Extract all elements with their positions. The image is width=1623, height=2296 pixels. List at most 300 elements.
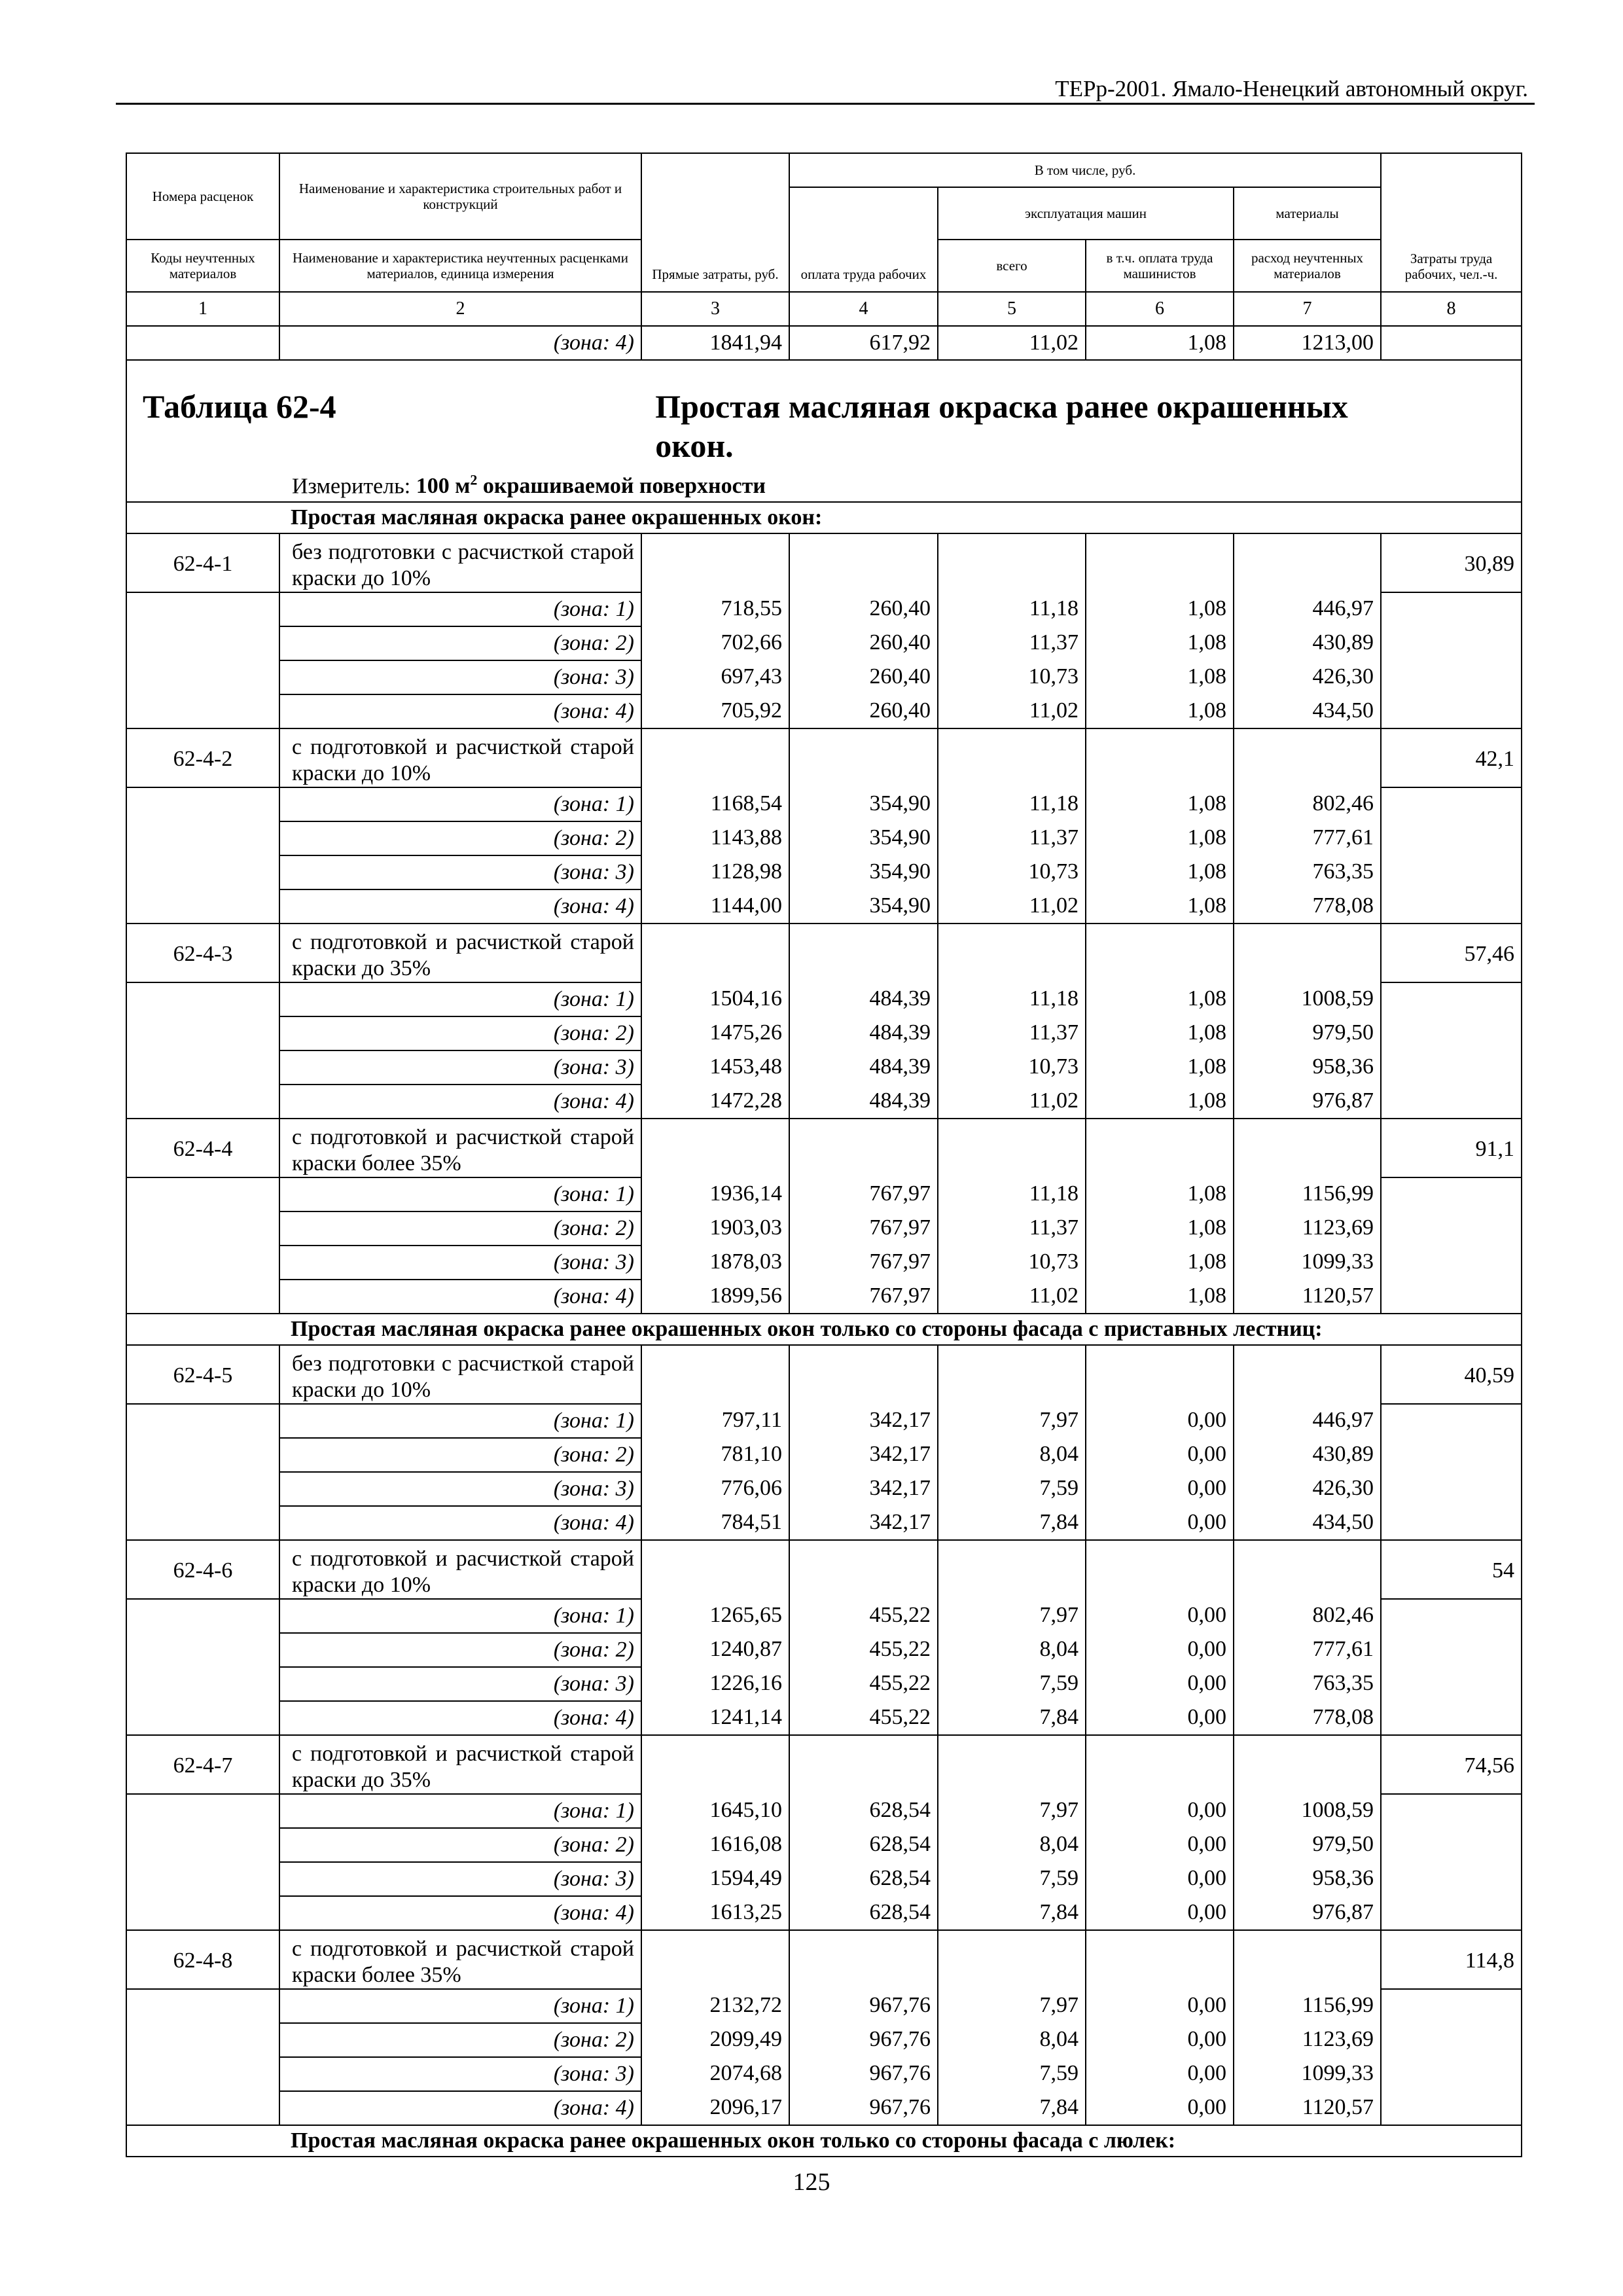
direct-cost-value: 2099,49	[641, 2023, 789, 2057]
empty-cell	[938, 728, 1086, 787]
zone-label: (зона: 3)	[279, 1667, 641, 1701]
labor-cost-value: 114,8	[1381, 1930, 1522, 1989]
operator-pay-value: 0,00	[1086, 1404, 1234, 1438]
empty-cell	[641, 1930, 789, 1989]
zone-label: (зона: 3)	[279, 1862, 641, 1896]
empty-cell	[1381, 1599, 1522, 1633]
zone-label: (зона: 1)	[279, 1177, 641, 1211]
labor-cost-value: 30,89	[1381, 533, 1522, 592]
section-title: Простая масляная окраска ранее окрашенных окон только со стороны фасада с люлек:	[126, 2125, 1522, 2157]
direct-cost-value: 784,51	[641, 1506, 789, 1540]
direct-cost-value: 1144,00	[641, 889, 789, 924]
operator-pay-value: 0,00	[1086, 1896, 1234, 1930]
materials-value: 1120,57	[1234, 1280, 1381, 1314]
direct-cost-value: 1613,25	[641, 1896, 789, 1930]
direct-cost-value: 2096,17	[641, 2091, 789, 2125]
empty-cell	[789, 1930, 938, 1989]
empty-cell	[1086, 1119, 1234, 1177]
worker-pay-value: 767,97	[789, 1246, 938, 1280]
header-group-machines: эксплуатация машин	[938, 187, 1234, 240]
zone-row	[126, 1472, 1522, 1506]
rate-row	[126, 1119, 1522, 1177]
rate-description: без подготовки с расчисткой старой краски до 10%	[279, 1345, 641, 1404]
empty-cell	[1234, 533, 1381, 592]
empty-cell	[1086, 1735, 1234, 1794]
rate-row	[126, 533, 1522, 592]
empty-cell	[938, 1735, 1086, 1794]
rate-code: 62-4-8	[126, 1930, 279, 1989]
zone-row	[126, 1599, 1522, 1633]
empty-cell	[1381, 1404, 1522, 1438]
zone-row	[126, 1177, 1522, 1211]
zone-row	[126, 1794, 1522, 1828]
col-number: 7	[1234, 292, 1381, 326]
zone-row	[126, 1701, 1522, 1735]
empty-cell	[1381, 1989, 1522, 2023]
worker-pay-value: 342,17	[789, 1506, 938, 1540]
empty-cell	[1086, 1930, 1234, 1989]
empty-cell	[1381, 821, 1522, 855]
machines-total-value: 11,18	[938, 787, 1086, 821]
zone-row	[126, 1246, 1522, 1280]
machines-total-value: 7,97	[938, 1599, 1086, 1633]
machines-total-value: 8,04	[938, 1438, 1086, 1472]
empty-cell	[1086, 924, 1234, 982]
section-heading-row	[126, 502, 1522, 533]
direct-cost-value: 1899,56	[641, 1280, 789, 1314]
worker-pay-value: 260,40	[789, 592, 938, 626]
zone-label: (зона: 2)	[279, 1438, 641, 1472]
machines-total-value: 11,02	[938, 694, 1086, 728]
empty-cell	[1381, 1828, 1522, 1862]
empty-cell	[126, 1633, 279, 1667]
worker-pay-value: 455,22	[789, 1667, 938, 1701]
materials-value: 446,97	[1234, 592, 1381, 626]
worker-pay-value: 342,17	[789, 1404, 938, 1438]
empty-cell	[789, 1540, 938, 1599]
labor-cost-value: 54	[1381, 1540, 1522, 1599]
machines-total-value: 7,84	[938, 1506, 1086, 1540]
empty-cell	[789, 728, 938, 787]
empty-cell	[1381, 982, 1522, 1016]
materials-value: 1008,59	[1234, 982, 1381, 1016]
machines-total-value: 7,59	[938, 1472, 1086, 1506]
header-col2-bottom: Наименование и характеристика неучтенных расценками материалов, единица измерения	[279, 240, 641, 292]
empty-cell	[126, 1050, 279, 1085]
materials-value: 426,30	[1234, 660, 1381, 694]
empty-cell	[1381, 592, 1522, 626]
zone-label: (зона: 1)	[279, 787, 641, 821]
rate-row	[126, 1345, 1522, 1404]
empty-cell	[126, 1246, 279, 1280]
zone-label: (зона: 2)	[279, 626, 641, 660]
rate-code: 62-4-5	[126, 1345, 279, 1404]
direct-cost-value: 1226,16	[641, 1667, 789, 1701]
empty-cell	[1234, 1540, 1381, 1599]
section-title: Простая масляная окраска ранее окрашенных окон:	[126, 502, 1522, 533]
zone-row	[126, 1438, 1522, 1472]
empty-cell	[1381, 855, 1522, 889]
zone-label: (зона: 4)	[279, 1506, 641, 1540]
operator-pay-value: 1,08	[1086, 326, 1234, 360]
materials-value: 1099,33	[1234, 2057, 1381, 2091]
worker-pay-value: 354,90	[789, 821, 938, 855]
empty-cell	[641, 728, 789, 787]
col-number: 8	[1381, 292, 1522, 326]
empty-cell	[1381, 660, 1522, 694]
operator-pay-value: 1,08	[1086, 1085, 1234, 1119]
operator-pay-value: 0,00	[1086, 1633, 1234, 1667]
empty-cell	[126, 2023, 279, 2057]
empty-cell	[1381, 1472, 1522, 1506]
worker-pay-value: 767,97	[789, 1211, 938, 1246]
materials-value: 1213,00	[1234, 326, 1381, 360]
direct-cost-value: 1168,54	[641, 787, 789, 821]
worker-pay-value: 354,90	[789, 855, 938, 889]
rate-description: с подготовкой и расчисткой старой краски до 10%	[279, 1540, 641, 1599]
materials-value: 1008,59	[1234, 1794, 1381, 1828]
rate-code: 62-4-6	[126, 1540, 279, 1599]
empty-cell	[126, 1828, 279, 1862]
worker-pay-value: 628,54	[789, 1862, 938, 1896]
empty-cell	[126, 821, 279, 855]
empty-cell	[1234, 1930, 1381, 1989]
worker-pay-value: 455,22	[789, 1701, 938, 1735]
materials-value: 1123,69	[1234, 2023, 1381, 2057]
col-number: 3	[641, 292, 789, 326]
zone-label: (зона: 1)	[279, 1599, 641, 1633]
zone-label: (зона: 1)	[279, 1794, 641, 1828]
materials-value: 976,87	[1234, 1896, 1381, 1930]
empty-cell	[1381, 2057, 1522, 2091]
zone-row	[126, 1506, 1522, 1540]
empty-cell	[789, 1735, 938, 1794]
header-worker-pay: оплата труда рабочих	[789, 187, 938, 292]
col-number: 5	[938, 292, 1086, 326]
table-code: Таблица 62-4	[143, 388, 336, 425]
worker-pay-value: 967,76	[789, 2057, 938, 2091]
direct-cost-value: 1241,14	[641, 1701, 789, 1735]
worker-pay-value: 455,22	[789, 1633, 938, 1667]
empty-cell	[1234, 728, 1381, 787]
empty-cell	[126, 1667, 279, 1701]
operator-pay-value: 0,00	[1086, 1989, 1234, 2023]
worker-pay-value: 967,76	[789, 2023, 938, 2057]
machines-total-value: 11,37	[938, 626, 1086, 660]
operator-pay-value: 0,00	[1086, 1438, 1234, 1472]
zone-label: (зона: 1)	[279, 592, 641, 626]
empty-cell	[1381, 1280, 1522, 1314]
price-table	[126, 152, 1522, 2157]
worker-pay-value: 628,54	[789, 1896, 938, 1930]
zone-row	[126, 1280, 1522, 1314]
zone-row	[126, 694, 1522, 728]
zone-label: (зона: 2)	[279, 1633, 641, 1667]
rate-code: 62-4-1	[126, 533, 279, 592]
machines-total-value: 11,37	[938, 821, 1086, 855]
zone-row	[126, 889, 1522, 924]
machines-total-value: 11,02	[938, 889, 1086, 924]
materials-value: 426,30	[1234, 1472, 1381, 1506]
empty-cell	[126, 1211, 279, 1246]
operator-pay-value: 1,08	[1086, 1280, 1234, 1314]
worker-pay-value: 484,39	[789, 1085, 938, 1119]
empty-cell	[789, 1119, 938, 1177]
zone-row	[126, 1862, 1522, 1896]
materials-value: 958,36	[1234, 1862, 1381, 1896]
materials-value: 777,61	[1234, 1633, 1381, 1667]
table-body	[126, 153, 1522, 2157]
direct-cost-value: 1936,14	[641, 1177, 789, 1211]
empty-cell	[126, 694, 279, 728]
direct-cost-value: 705,92	[641, 694, 789, 728]
machines-total-value: 11,02	[938, 326, 1086, 360]
empty-cell	[126, 1896, 279, 1930]
machines-total-value: 11,37	[938, 1211, 1086, 1246]
measure-line	[143, 465, 1508, 501]
direct-cost-value: 1594,49	[641, 1862, 789, 1896]
zone-row	[126, 1633, 1522, 1667]
empty-cell	[126, 1438, 279, 1472]
labor-cost-value: 42,1	[1381, 728, 1522, 787]
col-number: 6	[1086, 292, 1234, 326]
col-number: 4	[789, 292, 938, 326]
empty-cell	[641, 1119, 789, 1177]
header-direct-costs: Прямые затраты, руб.	[641, 153, 789, 292]
empty-cell	[1381, 2091, 1522, 2125]
worker-pay-value: 260,40	[789, 694, 938, 728]
empty-cell	[126, 1472, 279, 1506]
empty-cell	[126, 2057, 279, 2091]
operator-pay-value: 1,08	[1086, 694, 1234, 728]
rate-description: с подготовкой и расчисткой старой краски более 35%	[279, 1930, 641, 1989]
rate-row	[126, 728, 1522, 787]
worker-pay-value: 354,90	[789, 787, 938, 821]
empty-cell	[126, 2091, 279, 2125]
zone-label: (зона: 2)	[279, 821, 641, 855]
materials-value: 763,35	[1234, 855, 1381, 889]
empty-cell	[641, 533, 789, 592]
zone-label: (зона: 3)	[279, 2057, 641, 2091]
operator-pay-value: 1,08	[1086, 855, 1234, 889]
operator-pay-value: 1,08	[1086, 982, 1234, 1016]
zone-row	[126, 1989, 1522, 2023]
empty-cell	[1381, 1862, 1522, 1896]
empty-cell	[126, 660, 279, 694]
empty-cell	[126, 889, 279, 924]
direct-cost-value: 1878,03	[641, 1246, 789, 1280]
worker-pay-value: 628,54	[789, 1794, 938, 1828]
direct-cost-value: 1240,87	[641, 1633, 789, 1667]
empty-cell	[641, 1345, 789, 1404]
empty-cell	[126, 1085, 279, 1119]
materials-value: 1156,99	[1234, 1177, 1381, 1211]
materials-value: 979,50	[1234, 1828, 1381, 1862]
direct-cost-value: 1645,10	[641, 1794, 789, 1828]
materials-value: 802,46	[1234, 1599, 1381, 1633]
header-group-all: В том числе, руб.	[789, 153, 1381, 187]
empty-cell	[126, 787, 279, 821]
empty-cell	[938, 1540, 1086, 1599]
empty-cell	[1381, 2023, 1522, 2057]
machines-total-value: 11,18	[938, 592, 1086, 626]
zone-row	[126, 2023, 1522, 2057]
machines-total-value: 7,84	[938, 1896, 1086, 1930]
zone-row	[126, 982, 1522, 1016]
empty-cell	[938, 1119, 1086, 1177]
empty-cell	[938, 1930, 1086, 1989]
empty-cell	[126, 626, 279, 660]
empty-cell	[1381, 1050, 1522, 1085]
materials-value: 434,50	[1234, 1506, 1381, 1540]
zone-label: (зона: 1)	[279, 1404, 641, 1438]
measure-sup: 2	[470, 472, 478, 488]
worker-pay-value: 455,22	[789, 1599, 938, 1633]
empty-cell	[1381, 1085, 1522, 1119]
direct-cost-value: 718,55	[641, 592, 789, 626]
col-number: 2	[279, 292, 641, 326]
direct-cost-value: 1903,03	[641, 1211, 789, 1246]
direct-cost-value: 2074,68	[641, 2057, 789, 2091]
empty-cell	[1234, 1735, 1381, 1794]
machines-total-value: 10,73	[938, 660, 1086, 694]
header-materials-usage: расход неучтенных материалов	[1234, 240, 1381, 292]
zone-row	[126, 787, 1522, 821]
empty-cell	[1086, 1540, 1234, 1599]
rate-description: с подготовкой и расчисткой старой краски более 35%	[279, 1119, 641, 1177]
materials-value: 778,08	[1234, 889, 1381, 924]
zone-row	[126, 1828, 1522, 1862]
operator-pay-value: 1,08	[1086, 1211, 1234, 1246]
materials-value: 1099,33	[1234, 1246, 1381, 1280]
materials-value: 979,50	[1234, 1016, 1381, 1050]
direct-cost-value: 1475,26	[641, 1016, 789, 1050]
machines-total-value: 11,02	[938, 1085, 1086, 1119]
operator-pay-value: 0,00	[1086, 2023, 1234, 2057]
operator-pay-value: 0,00	[1086, 1862, 1234, 1896]
zone-row	[126, 2091, 1522, 2125]
zone-label: (зона: 2)	[279, 2023, 641, 2057]
zone-row	[126, 1404, 1522, 1438]
header-machines-total: всего	[938, 240, 1086, 292]
zone-row	[126, 1211, 1522, 1246]
zone-label: (зона: 2)	[279, 1016, 641, 1050]
materials-value: 778,08	[1234, 1701, 1381, 1735]
empty-cell	[126, 1989, 279, 2023]
zone-label: (зона: 4)	[279, 694, 641, 728]
materials-value: 802,46	[1234, 787, 1381, 821]
table-title-row	[126, 360, 1522, 502]
empty-cell	[1381, 1896, 1522, 1930]
zone-label: (зона: 3)	[279, 1050, 641, 1085]
empty-cell	[1381, 1438, 1522, 1472]
empty-cell	[126, 1177, 279, 1211]
empty-cell	[1086, 533, 1234, 592]
operator-pay-value: 1,08	[1086, 821, 1234, 855]
empty-cell	[126, 1280, 279, 1314]
header-group-materials: материалы	[1234, 187, 1381, 240]
worker-pay-value: 342,17	[789, 1438, 938, 1472]
zone-label: (зона: 2)	[279, 1211, 641, 1246]
worker-pay-value: 484,39	[789, 1050, 938, 1085]
rate-row	[126, 924, 1522, 982]
empty-cell	[789, 533, 938, 592]
rate-code: 62-4-4	[126, 1119, 279, 1177]
worker-pay-value: 967,76	[789, 1989, 938, 2023]
direct-cost-value: 1472,28	[641, 1085, 789, 1119]
materials-value: 1120,57	[1234, 2091, 1381, 2125]
empty-cell	[126, 592, 279, 626]
worker-pay-value: 260,40	[789, 660, 938, 694]
operator-pay-value: 1,08	[1086, 592, 1234, 626]
direct-cost-value: 1616,08	[641, 1828, 789, 1862]
zone-label: (зона: 3)	[279, 1472, 641, 1506]
zone-row	[126, 592, 1522, 626]
zone-label: (зона: 4)	[279, 2091, 641, 2125]
rate-description: с подготовкой и расчисткой старой краски до 35%	[279, 924, 641, 982]
machines-total-value: 8,04	[938, 1633, 1086, 1667]
materials-value: 1156,99	[1234, 1989, 1381, 2023]
operator-pay-value: 0,00	[1086, 1506, 1234, 1540]
empty-cell	[1381, 1667, 1522, 1701]
empty-cell	[641, 1540, 789, 1599]
zone-row	[126, 821, 1522, 855]
machines-total-value: 7,59	[938, 2057, 1086, 2091]
operator-pay-value: 0,00	[1086, 1472, 1234, 1506]
empty-cell	[126, 1599, 279, 1633]
operator-pay-value: 0,00	[1086, 1701, 1234, 1735]
empty-cell	[126, 1862, 279, 1896]
materials-value: 430,89	[1234, 626, 1381, 660]
empty-cell	[126, 855, 279, 889]
machines-total-value: 11,02	[938, 1280, 1086, 1314]
zone-label: (зона: 4)	[279, 889, 641, 924]
materials-value: 430,89	[1234, 1438, 1381, 1472]
rate-description: с подготовкой и расчисткой старой краски до 10%	[279, 728, 641, 787]
measure-label: Измеритель:	[292, 474, 416, 499]
empty-cell	[641, 924, 789, 982]
carry-row	[126, 326, 1522, 360]
empty-cell	[1381, 1246, 1522, 1280]
measure-value: 100 м	[416, 474, 471, 499]
direct-cost-value: 702,66	[641, 626, 789, 660]
worker-pay-value: 967,76	[789, 2091, 938, 2125]
operator-pay-value: 0,00	[1086, 1794, 1234, 1828]
direct-cost-value: 1453,48	[641, 1050, 789, 1085]
zone-row	[126, 1016, 1522, 1050]
empty-cell	[789, 1345, 938, 1404]
labor-cost-value: 40,59	[1381, 1345, 1522, 1404]
col-number: 1	[126, 292, 279, 326]
operator-pay-value: 0,00	[1086, 2057, 1234, 2091]
direct-cost-value: 781,10	[641, 1438, 789, 1472]
empty-cell	[641, 1735, 789, 1794]
operator-pay-value: 0,00	[1086, 1828, 1234, 1862]
empty-cell	[1234, 1345, 1381, 1404]
section-heading-row	[126, 1314, 1522, 1345]
empty-cell	[1381, 1211, 1522, 1246]
rate-description: без подготовки с расчисткой старой краски до 10%	[279, 533, 641, 592]
header-operator-pay: в т.ч. оплата труда машинистов	[1086, 240, 1234, 292]
direct-cost-value: 1143,88	[641, 821, 789, 855]
empty-cell	[1234, 1119, 1381, 1177]
operator-pay-value: 1,08	[1086, 1246, 1234, 1280]
operator-pay-value: 0,00	[1086, 1599, 1234, 1633]
zone-label: (зона: 4)	[279, 1085, 641, 1119]
empty-cell	[1381, 1701, 1522, 1735]
empty-cell	[938, 533, 1086, 592]
zone-label: (зона: 3)	[279, 660, 641, 694]
